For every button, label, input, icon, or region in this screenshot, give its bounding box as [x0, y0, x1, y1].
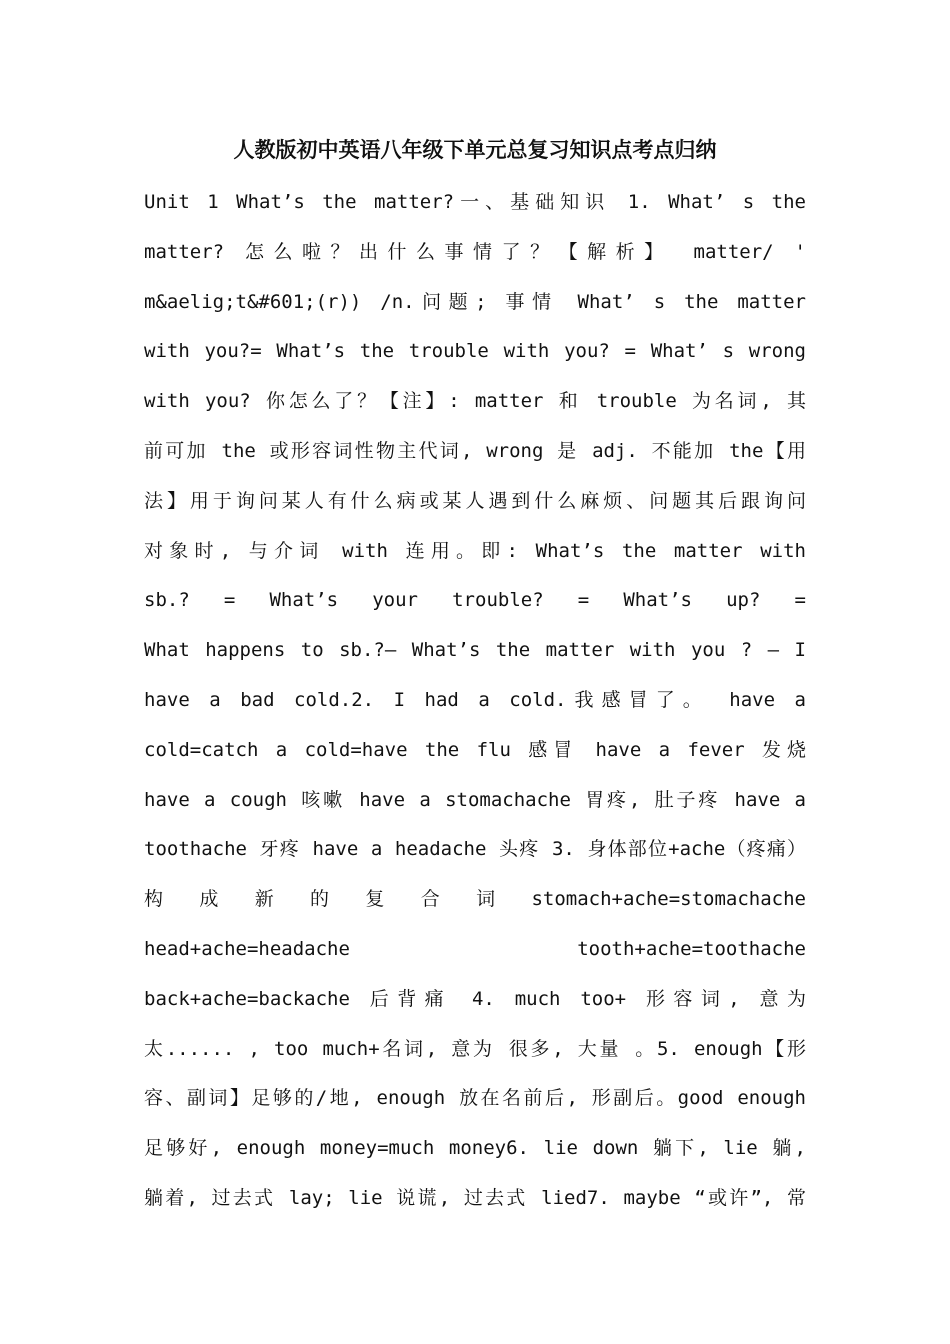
text-line: have a cough 咳嗽 have a stomachache 胃疼, 肚子疼 have a [144, 788, 806, 811]
text-line: back+ache=backache 后背痛 4. much too+ 形容词, 意为 [144, 987, 806, 1010]
text-line: head+ache=headache tooth+ache=toothache [144, 937, 806, 960]
text-line: 太...... , too much+名词, 意为 很多, 大量 。5. enough【形 [144, 1037, 806, 1060]
text-line: 容、副词】足够的/地, enough 放在名前后, 形副后。good enough [144, 1087, 806, 1110]
text-line: 对象时, 与介词 with 连用。即: What’s the matter with [144, 539, 806, 562]
text-line: cold=catch a cold=have the flu 感冒 have a fever 发烧 [144, 738, 806, 761]
text-line: 构 成 新 的 复 合 词 stomach+ache=stomachache [144, 888, 806, 911]
text-line: m&aelig;t&#601;(r)) /n.问题; 事情 What’ s the matter [144, 290, 806, 313]
text-line: with you?= What’s the trouble with you? = What’ s wrong [144, 340, 806, 363]
text-line: with you? 你怎么了？【注】: matter 和 trouble 为名词, 其 [144, 390, 806, 413]
text-line: have a bad cold.2. I had a cold.我感冒了。 have a [144, 688, 806, 711]
text-line: matter? 怎么啦？出什么事情了？【解析】 matter/ ' [144, 240, 806, 263]
text-line: Unit 1 What’s the matter?一、基础知识 1. What’ s the [144, 191, 806, 213]
text-line: 前可加 the 或形容词性物主代词, wrong 是 adj. 不能加 the【用 [144, 439, 806, 462]
document-title: 人教版初中英语八年级下单元总复习知识点考点归纳 [233, 138, 717, 162]
text-line: sb.? = What’s your trouble? = What’s up? = [144, 589, 806, 612]
text-line: toothache 牙疼 have a headache 头疼 3. 身体部位+ache（疼痛） [144, 838, 806, 861]
text-line: What happens to sb.?— What’s the matter with you ? — I [144, 639, 806, 662]
text-line: 躺着, 过去式 lay; lie 说谎, 过去式 lied7. maybe “或许”, 常 [144, 1186, 806, 1209]
text-line: 足够好, enough money=much money6. lie down 躺下, lie 躺, [144, 1137, 806, 1160]
document-body [144, 180, 806, 1226]
text-line: 法】用于询问某人有什么病或某人遇到什么麻烦、问题其后跟询问 [144, 489, 806, 512]
